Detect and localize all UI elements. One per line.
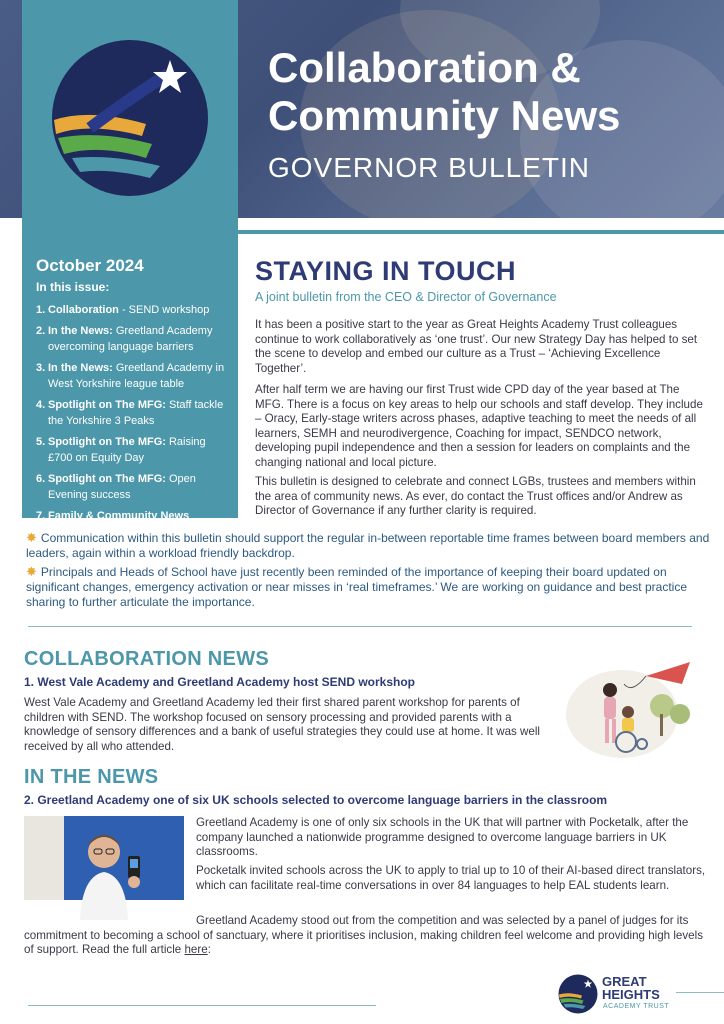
pocketalk-paragraph-3: Greetland Academy stood out from the competition and was selected by a panel of judges for its commitment to becoming a school of sanctuary, where it prioritises inclusion, making children feel welcome and providing high levels of support. Read the full article here: [24, 914, 703, 956]
footer-trust-logo [558, 974, 598, 1014]
bulletin-title [268, 44, 620, 140]
in-the-news-heading: IN THE NEWS [24, 766, 159, 788]
star-icon: ✸ [26, 530, 37, 545]
send-workshop-subheading: 1. West Vale Academy and Greetland Academy host SEND workshop [24, 675, 416, 689]
header-divider-accent [238, 230, 724, 234]
staying-in-touch-heading: STAYING IN TOUCH [255, 256, 517, 286]
title-line-2: Community News [268, 92, 621, 139]
contents-item: 3. In the News: Greetland Academy in West Yorkshire league table [36, 362, 225, 390]
contents-item: 2. In the News: Greetland Academy overcoming language barriers [36, 325, 213, 353]
footer-brand-great: GREAT [602, 974, 647, 989]
pocketalk-subheading: 2. Greetland Academy one of six UK schools selected to overcome language barriers in the classroom [24, 793, 608, 807]
section-divider [28, 626, 692, 627]
contents-item: 5. Spotlight on The MFG: Raising £700 on Equity Day [36, 436, 206, 464]
cpd-paragraph: After half term we are having our first Trust wide CPD day of the year based at The MFG. There is a focus on key areas to help our schools and staff develop. They include – Oracy, Early-stage writers across phases, adaptive teaching to meet the needs of all learners, SEMH and neurodivergence, Coaching for impact, SENDCO network, developing pupil independence and then a session for leaders on complaints and the changing national and local picture. [255, 383, 703, 469]
bulletin-subtitle: GOVERNOR BULLETIN [268, 152, 590, 183]
pocketalk-paragraph-1: Greetland Academy is one of only six schools in the UK that will partner with Pocketalk, after the company launched a nationwide programme designed to overcome language barriers in UK classrooms. [196, 816, 689, 858]
star-icon: ✸ [26, 564, 37, 579]
contents-item: 4. Spotlight on The MFG: Staff tackle the Yorkshire 3 Peaks [36, 399, 224, 427]
send-workshop-text: West Vale Academy and Greetland Academy led their first shared parent workshop for parents of children with SEND. The workshop focused on sensory processing and provided parents with a knowledge of sensory differences and a bank of useful strategies they could use at home. It was well received by all who attended. [24, 696, 541, 753]
trust-logo [50, 38, 210, 198]
footer-divider [28, 1005, 376, 1006]
sidebar-panel [22, 0, 238, 522]
contents-list [36, 302, 232, 529]
intro-paragraph: It has been a positive start to the year as Great Heights Academy Trust colleagues continue to work collaboratively as ‘one trust’. Our new Strategy Day has helped to set the scene to develop and embed our culture as a Trust – ‘Achieving Excellence Together’. [255, 318, 698, 375]
bullet-item: ✸ Communication within this bulletin should support the regular in-between reportable time frames between board members and leaders, again within a workload friendly backdrop. [26, 530, 710, 560]
send-workshop-illustration [562, 654, 710, 760]
header-divider [238, 218, 724, 224]
purpose-paragraph: This bulletin is designed to celebrate and connect LGBs, trustees and members within the area of community news. As ever, do contact the Trust offices and/or Andrew as Director of Governance if any further clarity is required. [255, 475, 696, 517]
in-this-issue-label: In this issue: [36, 280, 110, 294]
contents-item: 6. Spotlight on The MFG: Open Evening success [36, 473, 196, 501]
article-link[interactable]: here [184, 943, 208, 956]
staying-in-touch-subheading: A joint bulletin from the CEO & Director of Governance [255, 290, 557, 304]
footer-brand-trust: ACADEMY TRUST [603, 1003, 670, 1010]
collaboration-news-heading: COLLABORATION NEWS [24, 648, 270, 670]
contents-item: 1. Collaboration - SEND workshop [36, 304, 210, 316]
bullet-item: ✸ Principals and Heads of School have just recently been reminded of the importance of keeping their board updated on significant changes, emergency activation or near misses in ‘real timeframes.’ We are working on guidance and best practice sharing to further articulate the importance. [26, 564, 687, 609]
pocketalk-paragraph-2: Pocketalk invited schools across the UK to apply to trial up to 10 of their AI-based direct translators, which can facilitate real-time conversations in over 84 languages to help EAL students learn. [196, 864, 706, 892]
footer-line [676, 992, 724, 993]
contents-item: 7. Family & Community News [36, 510, 190, 522]
issue-month: October 2024 [36, 256, 144, 275]
title-line-1: Collaboration & [268, 44, 581, 91]
student-photo [24, 816, 184, 920]
footer-brand-heights: HEIGHTS [602, 987, 660, 1002]
